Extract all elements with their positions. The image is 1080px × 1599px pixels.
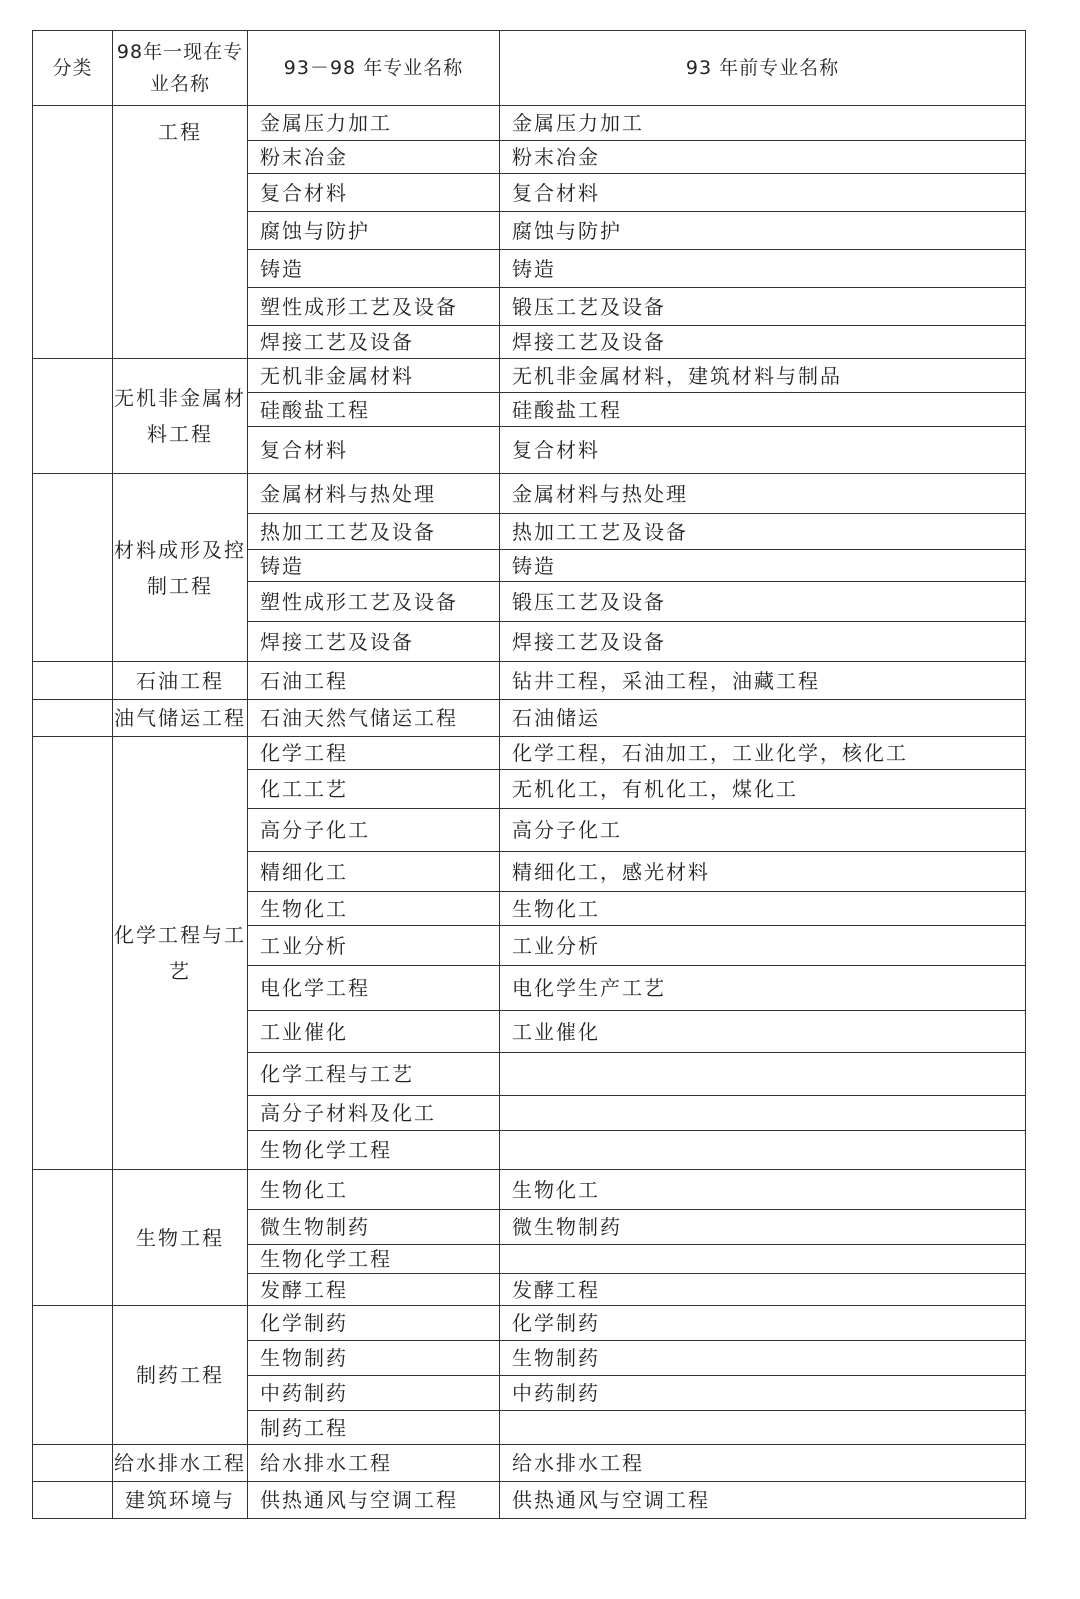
category-cell xyxy=(33,106,113,359)
current-major-name: 建筑环境与 xyxy=(113,1482,248,1519)
major-name-93-98: 生物化工 xyxy=(248,1170,500,1210)
major-name-93-98: 生物化学工程 xyxy=(248,1131,500,1170)
major-name-93-98: 铸造 xyxy=(248,550,500,582)
major-name-93-98: 工业催化 xyxy=(248,1011,500,1053)
current-major-name: 油气储运工程 xyxy=(113,700,248,737)
major-name-pre-93: 中药制药 xyxy=(500,1376,1026,1411)
major-name-93-98: 塑性成形工艺及设备 xyxy=(248,582,500,622)
table-row xyxy=(33,106,1026,141)
table-row xyxy=(33,1306,1026,1341)
major-name-pre-93 xyxy=(500,1131,1026,1170)
major-name-93-98: 金属压力加工 xyxy=(248,106,500,141)
major-name-pre-93: 锻压工艺及设备 xyxy=(500,582,1026,622)
major-name-comparison-table xyxy=(32,30,1026,1519)
major-name-93-98: 供热通风与空调工程 xyxy=(248,1482,500,1519)
major-name-pre-93: 石油储运 xyxy=(500,700,1026,737)
major-name-pre-93: 微生物制药 xyxy=(500,1210,1026,1245)
table-body xyxy=(33,31,1026,1519)
table-row xyxy=(33,1170,1026,1210)
current-major-name: 制药工程 xyxy=(113,1306,248,1445)
major-name-93-98: 无机非金属材料 xyxy=(248,359,500,393)
current-major-name: 给水排水工程 xyxy=(113,1445,248,1482)
major-name-pre-93: 焊接工艺及设备 xyxy=(500,326,1026,359)
header-row xyxy=(33,31,1026,106)
table-row xyxy=(33,700,1026,737)
major-name-pre-93: 复合材料 xyxy=(500,174,1026,212)
major-name-93-98: 精细化工 xyxy=(248,852,500,892)
header-93-98-name: 93－98 年专业名称 xyxy=(248,31,500,106)
current-major-name: 生物工程 xyxy=(113,1170,248,1306)
table-row xyxy=(33,474,1026,514)
major-name-pre-93 xyxy=(500,1096,1026,1131)
major-name-pre-93 xyxy=(500,1245,1026,1274)
major-name-93-98: 化工工艺 xyxy=(248,770,500,809)
major-name-pre-93: 焊接工艺及设备 xyxy=(500,622,1026,662)
current-major-name: 材料成形及控制工程 xyxy=(113,474,248,662)
category-cell xyxy=(33,474,113,662)
major-name-pre-93: 生物化工 xyxy=(500,892,1026,926)
major-name-93-98: 石油天然气储运工程 xyxy=(248,700,500,737)
major-name-93-98: 塑性成形工艺及设备 xyxy=(248,288,500,326)
major-name-pre-93: 无机化工，有机化工，煤化工 xyxy=(500,770,1026,809)
header-category: 分类 xyxy=(33,31,113,106)
current-major-name: 工程 xyxy=(113,106,248,359)
major-name-pre-93: 电化学生产工艺 xyxy=(500,966,1026,1011)
category-cell xyxy=(33,359,113,474)
category-cell xyxy=(33,700,113,737)
major-name-93-98: 复合材料 xyxy=(248,427,500,474)
major-name-93-98: 石油工程 xyxy=(248,662,500,700)
major-name-pre-93: 给水排水工程 xyxy=(500,1445,1026,1482)
major-name-pre-93: 腐蚀与防护 xyxy=(500,212,1026,250)
major-name-93-98: 生物化工 xyxy=(248,892,500,926)
major-name-93-98: 高分子材料及化工 xyxy=(248,1096,500,1131)
major-name-pre-93: 生物化工 xyxy=(500,1170,1026,1210)
major-name-pre-93: 精细化工，感光材料 xyxy=(500,852,1026,892)
header-pre-93-name: 93 年前专业名称 xyxy=(500,31,1026,106)
table-row xyxy=(33,1482,1026,1519)
category-cell xyxy=(33,1482,113,1519)
major-name-pre-93: 无机非金属材料，建筑材料与制品 xyxy=(500,359,1026,393)
major-name-pre-93 xyxy=(500,1411,1026,1445)
major-name-pre-93: 锻压工艺及设备 xyxy=(500,288,1026,326)
major-name-93-98: 铸造 xyxy=(248,250,500,288)
major-name-93-98: 制药工程 xyxy=(248,1411,500,1445)
major-name-93-98: 微生物制药 xyxy=(248,1210,500,1245)
major-name-93-98: 复合材料 xyxy=(248,174,500,212)
table-row xyxy=(33,359,1026,393)
major-name-pre-93: 粉末冶金 xyxy=(500,141,1026,174)
major-name-pre-93: 复合材料 xyxy=(500,427,1026,474)
current-major-name: 石油工程 xyxy=(113,662,248,700)
major-name-pre-93: 铸造 xyxy=(500,550,1026,582)
category-cell xyxy=(33,1306,113,1445)
major-name-pre-93: 热加工工艺及设备 xyxy=(500,514,1026,550)
header-current-name: 98年一现在专业名称 xyxy=(113,31,248,106)
major-name-93-98: 发酵工程 xyxy=(248,1274,500,1306)
major-name-93-98: 焊接工艺及设备 xyxy=(248,622,500,662)
major-name-pre-93: 硅酸盐工程 xyxy=(500,393,1026,427)
major-name-93-98: 中药制药 xyxy=(248,1376,500,1411)
major-name-93-98: 给水排水工程 xyxy=(248,1445,500,1482)
major-name-pre-93: 发酵工程 xyxy=(500,1274,1026,1306)
major-name-93-98: 高分子化工 xyxy=(248,809,500,852)
category-cell xyxy=(33,1170,113,1306)
major-name-pre-93: 高分子化工 xyxy=(500,809,1026,852)
major-name-93-98: 工业分析 xyxy=(248,926,500,966)
major-name-pre-93: 工业催化 xyxy=(500,1011,1026,1053)
table-row xyxy=(33,662,1026,700)
major-name-93-98: 化学工程与工艺 xyxy=(248,1053,500,1096)
major-name-93-98: 硅酸盐工程 xyxy=(248,393,500,427)
category-cell xyxy=(33,737,113,1170)
major-name-93-98: 电化学工程 xyxy=(248,966,500,1011)
major-name-pre-93 xyxy=(500,1053,1026,1096)
category-cell xyxy=(33,662,113,700)
major-name-93-98: 化学制药 xyxy=(248,1306,500,1341)
major-name-pre-93: 工业分析 xyxy=(500,926,1026,966)
major-name-93-98: 粉末冶金 xyxy=(248,141,500,174)
major-name-pre-93: 化学工程，石油加工，工业化学，核化工 xyxy=(500,737,1026,770)
table-row xyxy=(33,1445,1026,1482)
major-name-pre-93: 供热通风与空调工程 xyxy=(500,1482,1026,1519)
major-name-pre-93: 钻井工程，采油工程，油藏工程 xyxy=(500,662,1026,700)
category-cell xyxy=(33,1445,113,1482)
major-name-pre-93: 铸造 xyxy=(500,250,1026,288)
major-name-pre-93: 生物制药 xyxy=(500,1341,1026,1376)
current-major-name: 无机非金属材料工程 xyxy=(113,359,248,474)
major-name-93-98: 腐蚀与防护 xyxy=(248,212,500,250)
major-name-93-98: 热加工工艺及设备 xyxy=(248,514,500,550)
current-major-name: 化学工程与工艺 xyxy=(113,737,248,1170)
major-name-pre-93: 金属材料与热处理 xyxy=(500,474,1026,514)
major-name-pre-93: 金属压力加工 xyxy=(500,106,1026,141)
major-name-93-98: 生物制药 xyxy=(248,1341,500,1376)
major-name-pre-93: 化学制药 xyxy=(500,1306,1026,1341)
table-row xyxy=(33,737,1026,770)
major-name-93-98: 焊接工艺及设备 xyxy=(248,326,500,359)
major-name-93-98: 生物化学工程 xyxy=(248,1245,500,1274)
major-name-93-98: 化学工程 xyxy=(248,737,500,770)
major-name-93-98: 金属材料与热处理 xyxy=(248,474,500,514)
